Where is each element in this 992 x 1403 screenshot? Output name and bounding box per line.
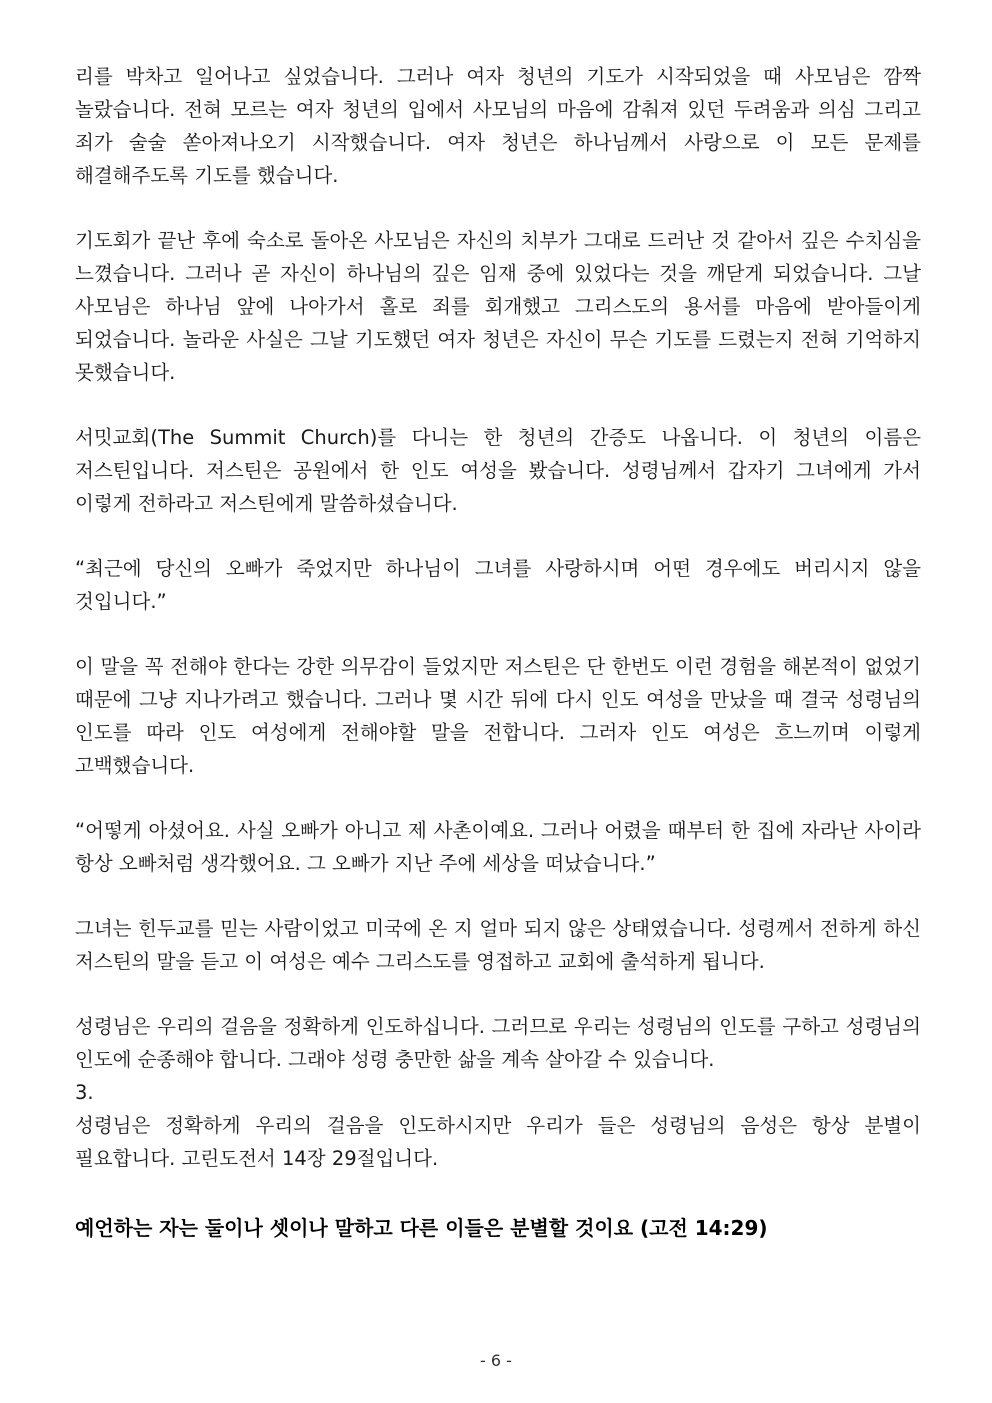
paragraph-4: 이 말을 꼭 전해야 한다는 강한 의무감이 들었지만 저스틴은 단 한번도 이런 경험을 해본적이 없었기 때문에 그냥 지나가려고 했습니다. 그러나 몇 시간 뒤에 다시 인도 여성을 만났을 때 결국 성령님의 인도를 따라 인도 여성에게 전해야할 말을 전합니다. 그러자 인도 여성은 흐느끼며 이렇게 고백했습니다. <box>75 655 921 777</box>
quote-2: “어떻게 아셨어요. 사실 오빠가 아니고 제 사촌이예요. 그러나 어렸을 때부터 한 집에 자라난 사이라 항상 오빠처럼 생각했어요. 그 오빠가 지난 주에 세상을 떠났습니다.” <box>75 819 921 875</box>
document-body <box>75 60 921 1245</box>
paragraph-2: 기도회가 끝난 후에 숙소로 돌아온 사모님은 자신의 치부가 그대로 드러난 것 같아서 깊은 수치심을 느꼈습니다. 그러나 곧 자신이 하나님의 깊은 임재 중에 있었다는 것을 깨닫게 되었습니다. 그날 사모님은 하나님 앞에 나아가서 홀로 죄를 회개했고 그리스도의 용서를 마음에 받아들이게 되었습니다. 놀라운 사실은 그날 기도했던 여자 청년은 자신이 무슨 기도를 드렸는지 전혀 기억하지 못했습니다. <box>75 229 921 384</box>
paragraph-3: 서밋교회(The Summit Church)를 다니는 한 청년의 간증도 나옵니다. 이 청년의 이름은 저스틴입니다. 저스틴은 공원에서 한 인도 여성을 봤습니다. 성령님께서 갑자기 그녀에게 가서 이렇게 전하라고 저스틴에게 말씀하셨습니다. <box>75 426 921 515</box>
paragraph-5: 그녀는 힌두교를 믿는 사람이었고 미국에 온 지 얼마 되지 않은 상태였습니다. 성령께서 전하게 하신 저스틴의 말을 듣고 이 여성은 예수 그리스도를 영접하고 교회에 출석하게 됩니다. <box>75 917 921 973</box>
paragraph-6: 성령님은 우리의 걸음을 정확하게 인도하십니다. 그러므로 우리는 성령님의 인도를 구하고 성령님의 인도에 순종해야 합니다. 그래야 성령 충만한 삶을 계속 살아갈 수 있습니다. <box>75 1015 921 1071</box>
section-paragraph: 성령님은 정확하게 우리의 걸음을 인도하시지만 우리가 들은 성령님의 음성은 항상 분별이 필요합니다. 고린도전서 14장 29절입니다. <box>75 1114 921 1170</box>
paragraph-1: 리를 박차고 일어나고 싶었습니다. 그러나 여자 청년의 기도가 시작되었을 때 사모님은 깜짝 놀랐습니다. 전혀 모르는 여자 청년의 입에서 사모님의 마음에 감춰져 있던 두려움과 의심 그리고 죄가 술술 쏟아져나오기 시작했습니다. 여자 청년은 하나님께서 사랑으로 이 모든 문제를 해결해주도록 기도를 했습니다. <box>75 65 921 187</box>
quote-1: “최근에 당신의 오빠가 죽었지만 하나님이 그녀를 사랑하시며 어떤 경우에도 버리시지 않을 것입니다.” <box>75 557 921 613</box>
section-number: 3. <box>75 1081 94 1104</box>
page-number: - 6 - <box>480 1351 512 1370</box>
scripture-verse: 예언하는 자는 둘이나 셋이나 말하고 다른 이들은 분별할 것이요 (고전 14:29) <box>75 1216 768 1240</box>
